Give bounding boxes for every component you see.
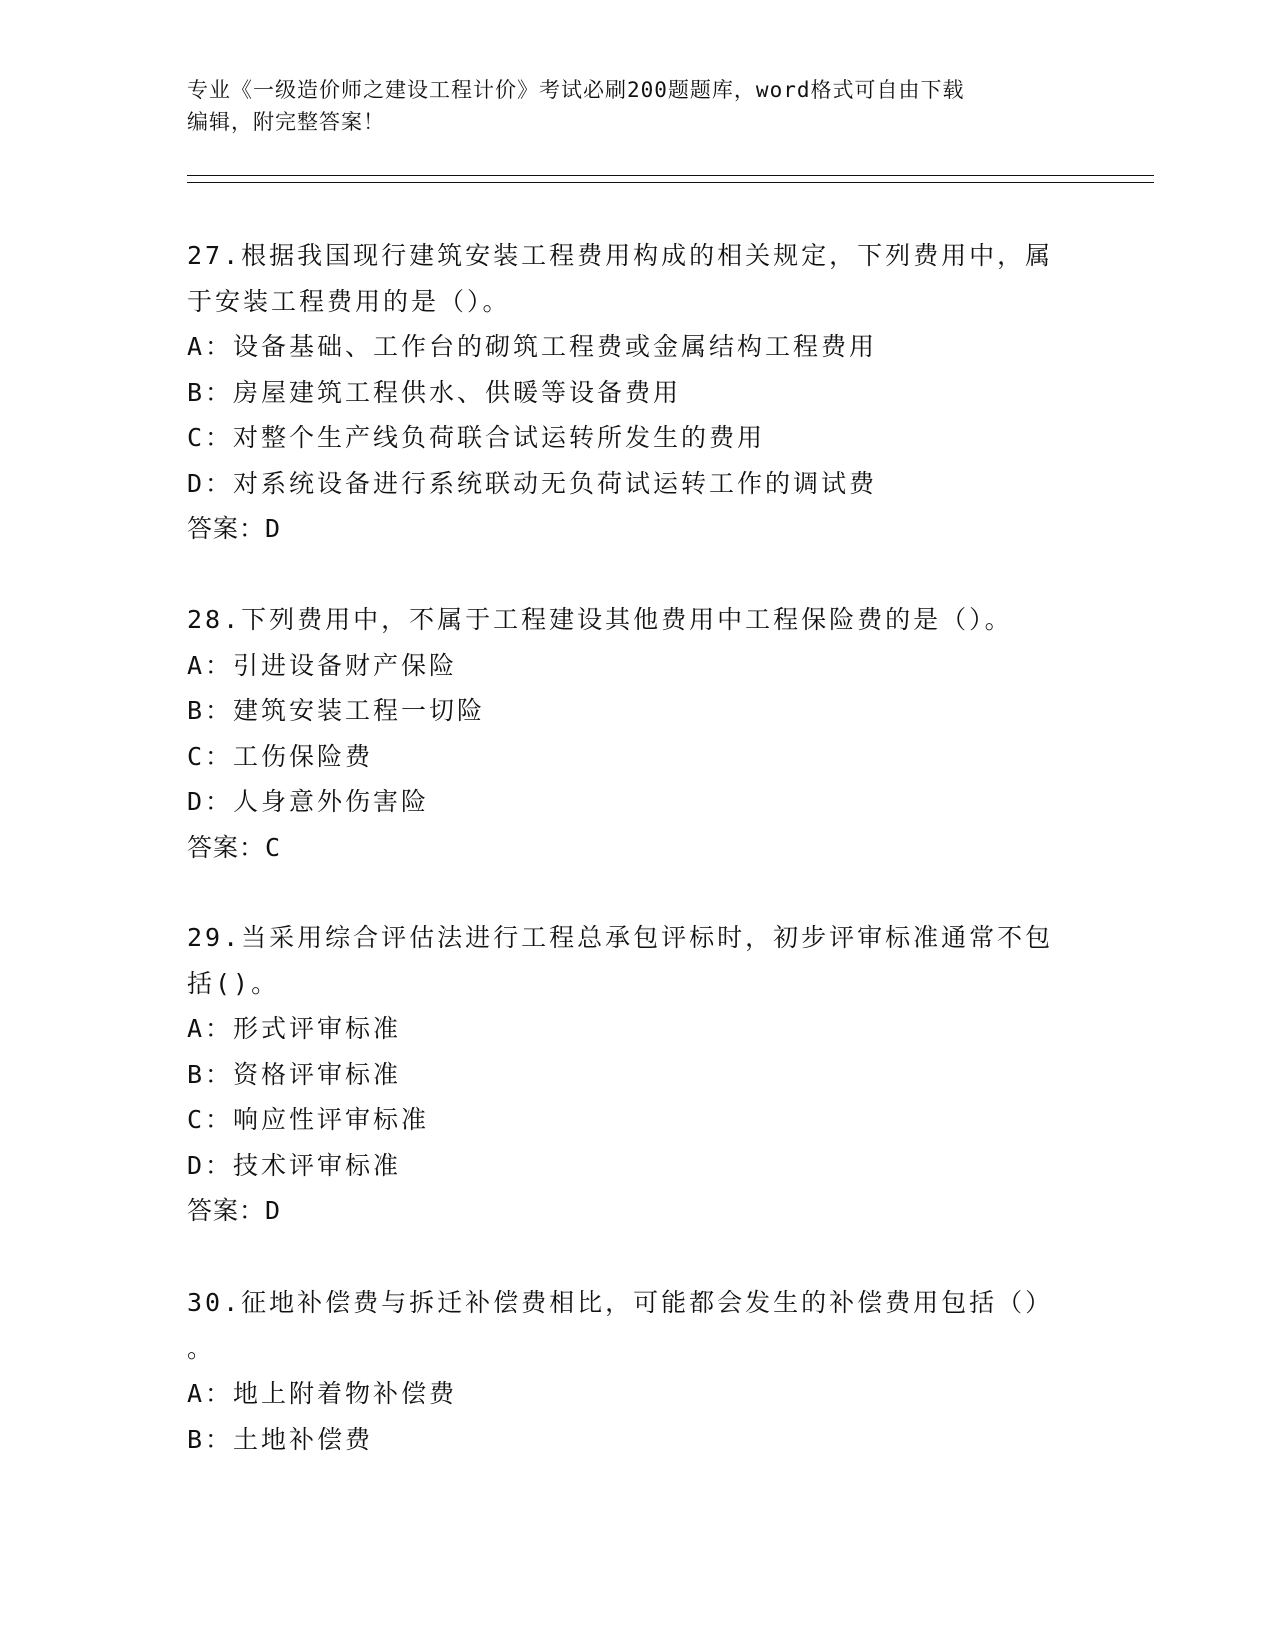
question-text-line: 28.下列费用中，不属于工程建设其他费用中工程保险费的是（）。 [187, 605, 1013, 634]
answer: 答案：D [187, 1196, 282, 1225]
option-c: C：响应性评审标准 [187, 1105, 430, 1134]
option-d: D：技术评审标准 [187, 1150, 402, 1180]
question-text-line: 括()。 [187, 968, 280, 998]
question-text-line: 30.征地补偿费与拆迁补偿费相比，可能都会发生的补偿费用包括（） [187, 1288, 1054, 1317]
option-a: A：设备基础、工作台的砌筑工程费或金属结构工程费用 [187, 332, 878, 361]
document-header [187, 74, 1087, 138]
option-b: B：房屋建筑工程供水、供暖等设备费用 [187, 377, 682, 407]
option-a: A：形式评审标准 [187, 1014, 402, 1043]
option-d: D：对系统设备进行系统联动无负荷试运转工作的调试费 [187, 468, 878, 498]
option-b: B：建筑安装工程一切险 [187, 696, 486, 725]
option-a: A：地上附着物补偿费 [187, 1379, 458, 1408]
header-rule-bottom [187, 182, 1154, 183]
header-line-2: 编辑，附完整答案！ [187, 110, 385, 134]
option-a: A：引进设备财产保险 [187, 650, 458, 680]
option-b: B：资格评审标准 [187, 1059, 402, 1089]
answer: 答案：C [187, 832, 282, 862]
option-d: D：人身意外伤害险 [187, 787, 430, 816]
question-text-line: 于安装工程费用的是（）。 [187, 286, 511, 316]
question-text-line: 。 [187, 1333, 216, 1363]
header-line-1: 专业《一级造价师之建设工程计价》考试必刷200题题库，word格式可自由下载 [187, 78, 965, 102]
question-28 [187, 597, 1087, 870]
header-rule-top [187, 175, 1154, 176]
question-30 [187, 1280, 1087, 1462]
answer: 答案：D [187, 514, 282, 543]
question-27 [187, 233, 1087, 552]
question-29 [187, 915, 1087, 1234]
question-text-line: 29.当采用综合评估法进行工程总承包评标时，初步评审标准通常不包 [187, 923, 1054, 952]
option-b: B：土地补偿费 [187, 1424, 374, 1454]
option-c: C：工伤保险费 [187, 741, 374, 771]
question-text-line: 27.根据我国现行建筑安装工程费用构成的相关规定，下列费用中，属 [187, 241, 1054, 270]
option-c: C：对整个生产线负荷联合试运转所发生的费用 [187, 423, 766, 452]
